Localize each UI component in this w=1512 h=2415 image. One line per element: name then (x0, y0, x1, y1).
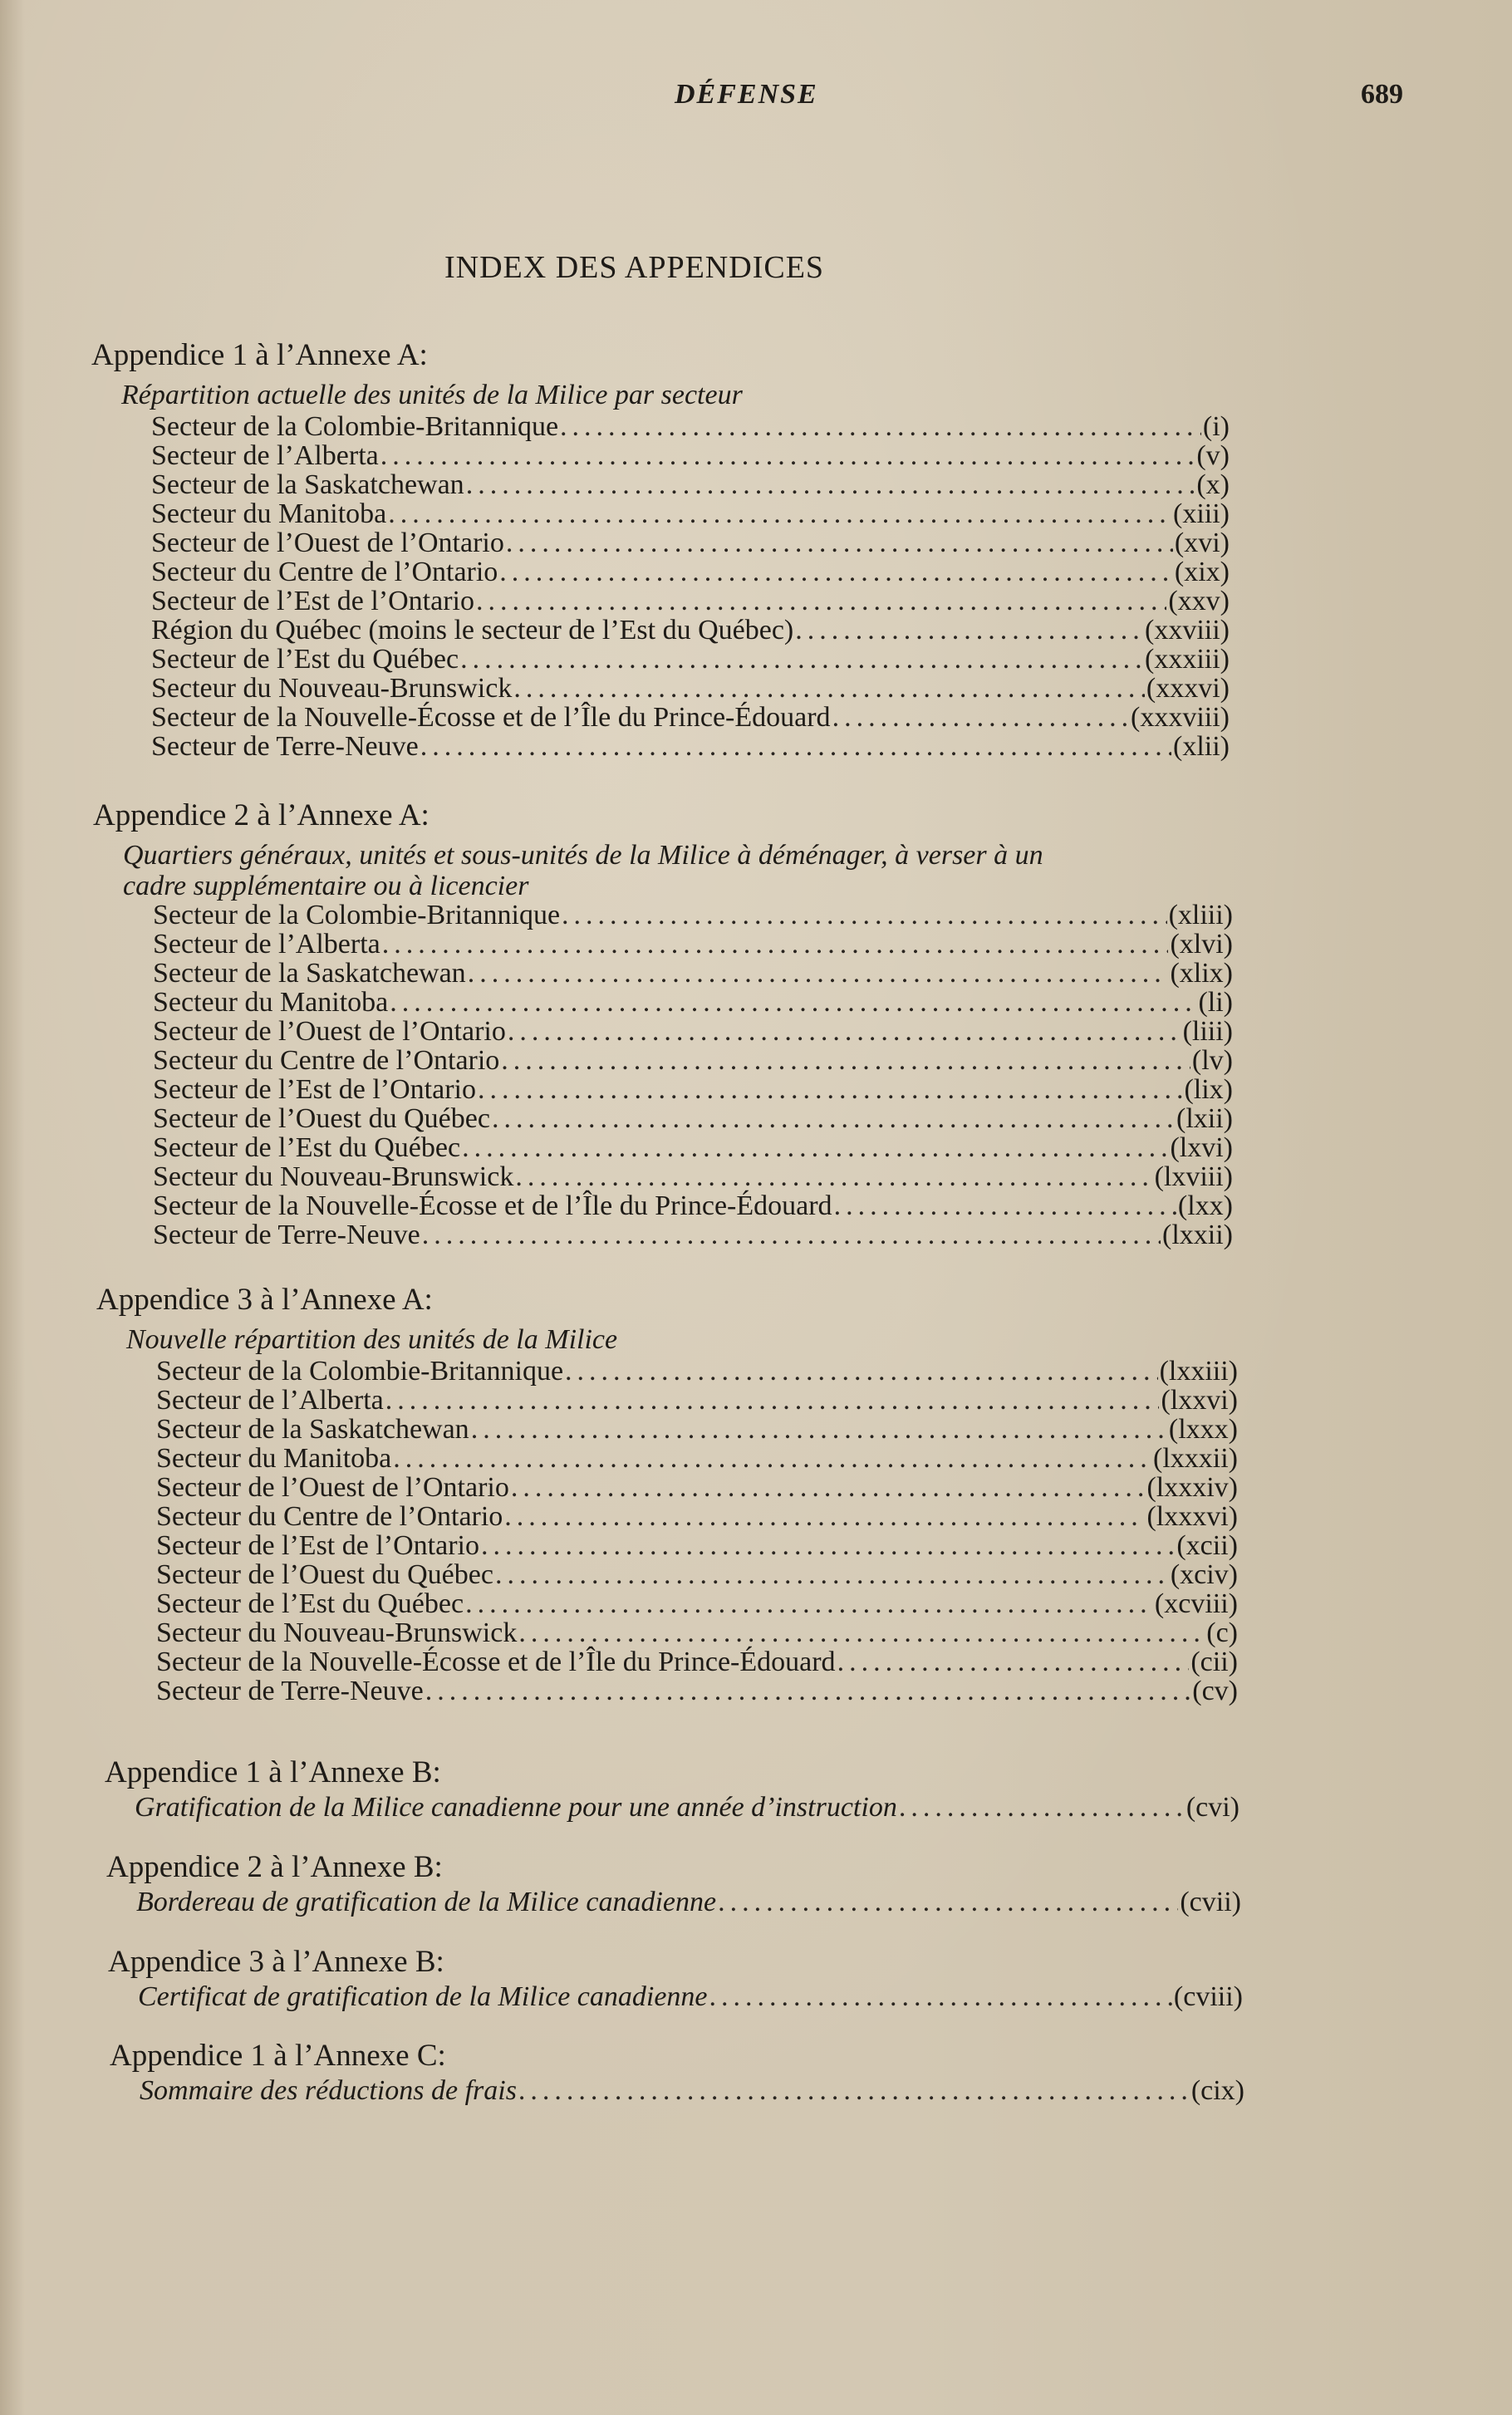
appendix-1-annex-c (110, 2038, 1244, 2105)
entry-label: Secteur de la Colombie-Britannique (151, 411, 559, 442)
entry-label: Secteur de l’Est de l’Ontario (153, 1074, 476, 1105)
leader-dots (513, 674, 1145, 703)
entry-page-ref: (v) (1196, 440, 1230, 471)
entry-page-ref: (xiii) (1173, 498, 1230, 529)
leader-dots (506, 528, 1173, 557)
entry-page-ref: (lxvi) (1170, 1132, 1233, 1163)
index-entry (153, 988, 1233, 1017)
entry-label: Bordereau de gratification de la Milice canadienne (136, 1887, 717, 1917)
index-entry (156, 1386, 1238, 1415)
entry-page-ref: (i) (1202, 411, 1230, 442)
entry-list (93, 901, 1233, 1249)
entry-label: Secteur de l’Ouest de l’Ontario (153, 1016, 506, 1047)
index-entry (153, 1017, 1233, 1046)
appendix-heading: Appendice 2 à l’Annexe A: (93, 798, 430, 832)
leader-dots (481, 1531, 1175, 1560)
leader-dots (390, 988, 1196, 1017)
index-entry (151, 441, 1230, 470)
leader-dots (466, 470, 1195, 499)
entry-page-ref: (xxviii) (1145, 615, 1230, 645)
entry-label: Secteur de l’Est de l’Ontario (156, 1530, 479, 1561)
entry-page-ref: (x) (1196, 469, 1230, 500)
appendix-heading: Appendice 1 à l’Annexe C: (110, 2039, 446, 2073)
leader-dots (560, 412, 1201, 441)
leader-dots (422, 1220, 1161, 1249)
entry-page-ref: (lxviii) (1154, 1161, 1233, 1192)
appendix-2-annex-a (93, 798, 1233, 1249)
entry-page-ref: (xxxvi) (1146, 673, 1230, 704)
entry-label: Secteur de l’Ouest du Québec (156, 1559, 493, 1590)
leader-dots (388, 499, 1171, 528)
index-entry (136, 1887, 1241, 1917)
leader-dots (501, 1046, 1190, 1075)
entry-page-ref: (xvi) (1174, 528, 1230, 558)
entry-label: Secteur de l’Alberta (156, 1385, 384, 1416)
entry-page-ref: (lxii) (1176, 1103, 1233, 1134)
appendix-3-annex-a (96, 1282, 1238, 1706)
leader-dots (380, 441, 1195, 470)
entry-label: Secteur du Nouveau-Brunswick (156, 1617, 518, 1648)
entry-label: Secteur du Manitoba (153, 987, 389, 1018)
entry-label: Secteur de l’Ouest de l’Ontario (156, 1472, 509, 1503)
index-entry (151, 412, 1230, 441)
entry-page-ref: (lxxxiv) (1146, 1472, 1238, 1503)
leader-dots (511, 1473, 1146, 1502)
leader-dots (460, 645, 1143, 674)
leader-dots (499, 557, 1173, 587)
entry-page-ref: (li) (1198, 987, 1233, 1018)
leader-dots (382, 930, 1169, 959)
entry-label: Secteur de l’Alberta (153, 929, 380, 960)
appendix-heading: Appendice 2 à l’Annexe B: (106, 1850, 443, 1884)
leader-dots (476, 587, 1166, 616)
entry-label: Secteur de Terre-Neuve (153, 1220, 420, 1250)
index-entry (156, 1502, 1238, 1531)
leader-dots (565, 1357, 1158, 1386)
index-entry (156, 1415, 1238, 1444)
index-entry (156, 1444, 1238, 1473)
entry-label: Secteur de l’Est du Québec (153, 1132, 461, 1163)
appendix-subtitle-continued: cadre supplémentaire ou à licencier (123, 871, 529, 901)
index-entry (151, 587, 1230, 616)
entry-page-ref: (lxxii) (1162, 1220, 1233, 1250)
entry-label: Secteur de l’Ouest de l’Ontario (151, 528, 504, 558)
index-entry (151, 616, 1230, 645)
entry-label: Secteur de la Colombie-Britannique (156, 1356, 564, 1387)
index-entry (153, 1162, 1233, 1191)
entry-page-ref: (xciv) (1170, 1559, 1238, 1590)
entry-list (105, 1793, 1240, 1822)
entry-page-ref: (xxv) (1168, 586, 1230, 616)
index-entry (138, 1982, 1243, 2011)
index-entry (151, 732, 1230, 761)
entry-list (91, 412, 1230, 761)
entry-page-ref: (cix) (1190, 2075, 1244, 2106)
entry-page-ref: (xxxiii) (1145, 644, 1230, 675)
index-entry (156, 1676, 1238, 1706)
entry-page-ref: (cviii) (1173, 1981, 1243, 2012)
leader-dots (465, 1589, 1153, 1618)
entry-label: Secteur de Terre-Neuve (151, 731, 419, 762)
leader-dots (495, 1560, 1169, 1589)
index-entry (153, 1075, 1233, 1104)
entry-page-ref: (xlvi) (1170, 929, 1233, 960)
running-head: DÉFENSE (675, 79, 818, 110)
entry-page-ref: (lxxvi) (1161, 1385, 1238, 1416)
entry-page-ref: (c) (1206, 1617, 1238, 1648)
entry-page-ref: (lix) (1184, 1074, 1233, 1105)
entry-page-ref: (cvii) (1180, 1887, 1241, 1917)
entry-label: Secteur de la Saskatchewan (151, 469, 464, 500)
leader-dots (420, 732, 1171, 761)
entry-page-ref: (xix) (1174, 557, 1230, 587)
entry-page-ref: (lxx) (1177, 1190, 1233, 1221)
leader-dots (709, 1982, 1172, 2011)
entry-label: Secteur de la Colombie-Britannique (153, 900, 561, 930)
entry-label: Gratification de la Milice canadienne pour une année d’instruction (135, 1792, 897, 1823)
index-entry (135, 1793, 1240, 1822)
appendix-3-annex-b (108, 1944, 1243, 2011)
entry-page-ref: (xxxviii) (1131, 702, 1230, 733)
entry-label: Secteur de la Nouvelle-Écosse et de l’Île du Prince-Édouard (153, 1190, 832, 1221)
index-entry (151, 528, 1230, 557)
entry-label: Secteur de la Nouvelle-Écosse et de l’Île du Prince-Édouard (151, 702, 831, 733)
entry-list (96, 1357, 1238, 1706)
index-entry (140, 2076, 1244, 2105)
entry-page-ref: (lv) (1191, 1045, 1233, 1076)
entry-label: Secteur de l’Ouest du Québec (153, 1103, 490, 1134)
index-entry (156, 1618, 1238, 1647)
index-entry (156, 1531, 1238, 1560)
index-entry (153, 959, 1233, 988)
entry-label: Secteur de Terre-Neuve (156, 1676, 424, 1706)
entry-label: Secteur de l’Est du Québec (156, 1588, 464, 1619)
leader-dots (899, 1793, 1185, 1822)
appendix-heading: Appendice 1 à l’Annexe A: (91, 338, 428, 372)
index-entry (153, 930, 1233, 959)
appendix-heading: Appendice 1 à l’Annexe B: (105, 1755, 441, 1789)
entry-page-ref: (xcviii) (1154, 1588, 1238, 1619)
appendix-1-annex-a (91, 337, 1230, 761)
leader-dots (504, 1502, 1145, 1531)
index-entry (156, 1473, 1238, 1502)
entry-page-ref: (xlix) (1170, 958, 1233, 989)
index-title: INDEX DES APPENDICES (444, 250, 825, 285)
entry-page-ref: (xlii) (1173, 731, 1230, 762)
entry-label: Secteur du Centre de l’Ontario (153, 1045, 500, 1076)
appendix-2-annex-b (106, 1849, 1241, 1917)
leader-dots (562, 901, 1167, 930)
appendix-subtitle: Nouvelle répartition des unités de la Milice (126, 1324, 618, 1355)
leader-dots (468, 959, 1169, 988)
page-number: 689 (1361, 79, 1403, 110)
index-entry (156, 1589, 1238, 1618)
entry-list (110, 2076, 1244, 2105)
leader-dots (518, 1618, 1205, 1647)
index-entry (153, 1191, 1233, 1220)
entry-label: Secteur de la Nouvelle-Écosse et de l’Île du Prince-Édouard (156, 1647, 836, 1677)
entry-label: Certificat de gratification de la Milice canadienne (138, 1981, 708, 2012)
entry-label: Secteur du Manitoba (151, 498, 387, 529)
index-entry (156, 1647, 1238, 1676)
index-entry (151, 674, 1230, 703)
leader-dots (515, 1162, 1152, 1191)
index-entry (151, 645, 1230, 674)
entry-page-ref: (lxxxvi) (1146, 1501, 1238, 1532)
entry-label: Sommaire des réductions de frais (140, 2075, 517, 2106)
entry-label: Secteur du Manitoba (156, 1443, 392, 1474)
leader-dots (492, 1104, 1175, 1133)
entry-label: Secteur du Nouveau-Brunswick (151, 673, 513, 704)
leader-dots (837, 1647, 1190, 1676)
leader-dots (718, 1887, 1178, 1917)
leader-dots (795, 616, 1143, 645)
entry-label: Secteur de l’Est du Québec (151, 644, 459, 675)
entry-page-ref: (lxxiii) (1159, 1356, 1238, 1387)
index-entry (153, 901, 1233, 930)
leader-dots (425, 1676, 1191, 1706)
entry-page-ref: (xliii) (1168, 900, 1233, 930)
entry-page-ref: (liii) (1182, 1016, 1233, 1047)
leader-dots (478, 1075, 1182, 1104)
entry-label: Secteur du Centre de l’Ontario (151, 557, 498, 587)
entry-label: Région du Québec (moins le secteur de l’Est du Québec) (151, 615, 794, 645)
leader-dots (832, 703, 1129, 732)
index-entry (151, 470, 1230, 499)
entry-page-ref: (lxxxii) (1153, 1443, 1238, 1474)
leader-dots (834, 1191, 1176, 1220)
appendix-subtitle: Répartition actuelle des unités de la Milice par secteur (121, 380, 743, 410)
entry-page-ref: (cv) (1192, 1676, 1238, 1706)
appendix-heading: Appendice 3 à l’Annexe A: (96, 1283, 433, 1317)
entry-list (108, 1982, 1243, 2011)
leader-dots (518, 2076, 1190, 2105)
entry-label: Secteur de la Saskatchewan (156, 1414, 469, 1445)
entry-label: Secteur du Nouveau-Brunswick (153, 1161, 514, 1192)
index-entry (153, 1046, 1233, 1075)
appendix-heading: Appendice 3 à l’Annexe B: (108, 1945, 444, 1979)
index-entry (153, 1220, 1233, 1249)
leader-dots (385, 1386, 1160, 1415)
entry-page-ref: (lxxx) (1168, 1414, 1238, 1445)
entry-page-ref: (cvi) (1186, 1792, 1240, 1823)
appendix-1-annex-b (105, 1755, 1240, 1822)
index-entry (151, 557, 1230, 587)
entry-label: Secteur de la Saskatchewan (153, 958, 466, 989)
index-entry (153, 1133, 1233, 1162)
leader-dots (393, 1444, 1151, 1473)
entry-page-ref: (cii) (1190, 1647, 1238, 1677)
index-entry (153, 1104, 1233, 1133)
leader-dots (462, 1133, 1168, 1162)
entry-page-ref: (xcii) (1176, 1530, 1238, 1561)
entry-label: Secteur du Centre de l’Ontario (156, 1501, 503, 1532)
leader-dots (508, 1017, 1181, 1046)
index-entry (151, 703, 1230, 732)
entry-list (106, 1887, 1241, 1917)
entry-label: Secteur de l’Est de l’Ontario (151, 586, 474, 616)
index-entry (156, 1560, 1238, 1589)
index-entry (151, 499, 1230, 528)
entry-label: Secteur de l’Alberta (151, 440, 379, 471)
leader-dots (471, 1415, 1167, 1444)
index-entry (156, 1357, 1238, 1386)
appendix-subtitle: Quartiers généraux, unités et sous-unités de la Milice à déménager, à verser à un (123, 840, 1043, 871)
